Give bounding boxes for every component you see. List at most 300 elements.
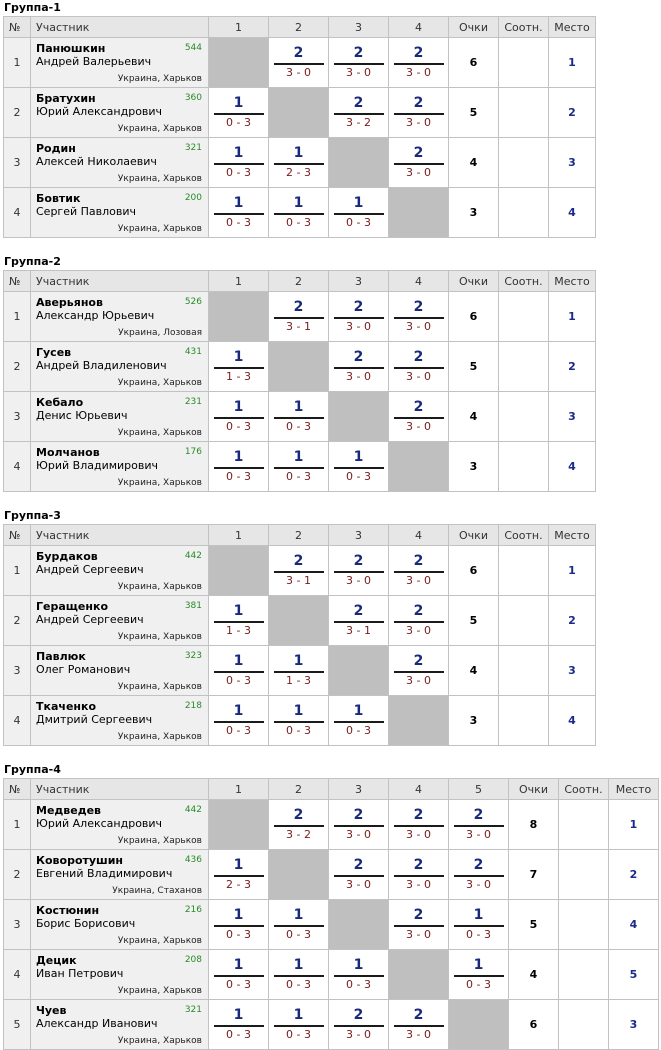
player-first-name: Андрей Валерьевич xyxy=(36,55,152,68)
result-cell xyxy=(209,646,269,696)
match-points: 1 xyxy=(233,856,244,873)
place-cell: 4 xyxy=(549,696,596,746)
place-cell: 3 xyxy=(549,392,596,442)
player-city: Украина, Лозовая xyxy=(118,328,202,338)
match-score: 0 - 3 xyxy=(286,927,311,941)
player-last-name[interactable]: Децик xyxy=(36,954,77,967)
result-cell xyxy=(269,546,329,596)
ratio-cell xyxy=(499,646,549,696)
place-cell: 1 xyxy=(549,38,596,88)
match-score: 3 - 2 xyxy=(346,115,371,129)
result-cell xyxy=(269,1000,329,1050)
result-cell xyxy=(209,88,269,138)
player-rating: 442 xyxy=(184,805,202,815)
match-score: 3 - 0 xyxy=(406,927,431,941)
player-first-name: Сергей Павлович xyxy=(36,205,137,218)
player-last-name[interactable]: Бурдаков xyxy=(36,550,98,563)
header-opponent: 4 xyxy=(389,525,449,546)
match-points: 2 xyxy=(413,806,424,823)
result-cell xyxy=(269,900,329,950)
header-opponent: 1 xyxy=(209,525,269,546)
result-cell xyxy=(269,442,329,492)
result-cell xyxy=(209,138,269,188)
match-score: 3 - 1 xyxy=(346,623,371,637)
result-cell xyxy=(329,1000,389,1050)
player-first-name: Андрей Владиленович xyxy=(36,359,167,372)
match-score: 0 - 3 xyxy=(346,723,371,737)
result-cell xyxy=(329,596,389,646)
header-opponent: 1 xyxy=(209,271,269,292)
self-cell xyxy=(209,546,269,596)
player-rating: 200 xyxy=(184,193,202,203)
row-number: 1 xyxy=(4,546,31,596)
place-cell: 2 xyxy=(549,596,596,646)
place-cell: 3 xyxy=(549,138,596,188)
match-score: 0 - 3 xyxy=(466,977,491,991)
place-cell: 4 xyxy=(549,188,596,238)
table-row xyxy=(4,392,596,442)
match-score: 0 - 3 xyxy=(286,419,311,433)
table-row xyxy=(4,850,659,900)
player-last-name[interactable]: Медведев xyxy=(36,804,102,817)
match-points: 2 xyxy=(293,806,304,823)
total-points: 6 xyxy=(449,292,499,342)
header-opponent: 3 xyxy=(329,779,389,800)
ratio-cell xyxy=(499,442,549,492)
player-last-name[interactable]: Павлюк xyxy=(36,650,86,663)
table-row xyxy=(4,950,659,1000)
result-cell xyxy=(329,442,389,492)
ratio-cell xyxy=(559,850,609,900)
match-score: 3 - 0 xyxy=(406,827,431,841)
table-row xyxy=(4,900,659,950)
header-ratio: Соотн. xyxy=(499,17,549,38)
participant-cell xyxy=(31,646,209,696)
result-cell xyxy=(209,950,269,1000)
player-last-name[interactable]: Кебало xyxy=(36,396,84,409)
match-score: 0 - 3 xyxy=(226,115,251,129)
result-cell xyxy=(269,696,329,746)
player-rating: 216 xyxy=(184,905,202,915)
player-last-name[interactable]: Костюнин xyxy=(36,904,100,917)
header-place: Место xyxy=(549,271,596,292)
match-points: 1 xyxy=(293,1006,304,1023)
player-first-name: Иван Петрович xyxy=(36,967,124,980)
player-first-name: Александр Юрьевич xyxy=(36,309,155,322)
match-points: 1 xyxy=(233,194,244,211)
player-city: Украина, Харьков xyxy=(117,682,202,692)
player-city: Украина, Харьков xyxy=(117,1036,202,1046)
table-row xyxy=(4,646,596,696)
result-cell xyxy=(269,188,329,238)
row-number: 2 xyxy=(4,596,31,646)
match-points: 1 xyxy=(233,448,244,465)
header-opponent: 2 xyxy=(269,271,329,292)
match-points: 1 xyxy=(233,398,244,415)
match-score: 3 - 0 xyxy=(346,573,371,587)
player-first-name: Юрий Александрович xyxy=(36,817,163,830)
row-number: 4 xyxy=(4,950,31,1000)
match-score: 3 - 2 xyxy=(286,827,311,841)
match-score: 3 - 0 xyxy=(346,877,371,891)
player-city: Украина, Харьков xyxy=(117,732,202,742)
result-cell xyxy=(209,1000,269,1050)
match-score: 3 - 0 xyxy=(286,65,311,79)
row-number: 4 xyxy=(4,442,31,492)
group-table xyxy=(3,524,596,746)
table-row xyxy=(4,342,596,392)
match-score: 2 - 3 xyxy=(226,877,251,891)
player-last-name[interactable]: Коворотушин xyxy=(36,854,124,867)
header-opponent: 5 xyxy=(449,779,509,800)
total-points: 6 xyxy=(449,546,499,596)
header-opponent: 2 xyxy=(269,779,329,800)
match-score: 3 - 0 xyxy=(346,827,371,841)
total-points: 5 xyxy=(509,900,559,950)
total-points: 6 xyxy=(509,1000,559,1050)
result-cell xyxy=(329,950,389,1000)
table-row xyxy=(4,800,659,850)
ratio-cell xyxy=(499,546,549,596)
ratio-cell xyxy=(559,1000,609,1050)
result-cell xyxy=(389,800,449,850)
match-score: 0 - 3 xyxy=(346,215,371,229)
result-cell xyxy=(209,342,269,392)
match-score: 3 - 0 xyxy=(406,319,431,333)
result-cell xyxy=(389,646,449,696)
player-last-name[interactable]: Чуев xyxy=(36,1004,67,1017)
match-points: 2 xyxy=(413,398,424,415)
player-rating: 321 xyxy=(184,1005,202,1015)
header-num: № xyxy=(4,779,31,800)
match-score: 0 - 3 xyxy=(226,1027,251,1041)
header-points: Очки xyxy=(449,525,499,546)
result-cell xyxy=(269,38,329,88)
match-points: 2 xyxy=(413,44,424,61)
table-row xyxy=(4,292,596,342)
total-points: 5 xyxy=(449,88,499,138)
match-points: 1 xyxy=(293,906,304,923)
match-score: 3 - 0 xyxy=(406,369,431,383)
match-points: 2 xyxy=(413,856,424,873)
player-last-name[interactable]: Геращенко xyxy=(36,600,109,613)
participant-cell xyxy=(31,292,209,342)
player-first-name: Борис Борисович xyxy=(36,917,136,930)
total-points: 5 xyxy=(449,596,499,646)
match-points: 2 xyxy=(413,652,424,669)
place-cell: 1 xyxy=(549,546,596,596)
result-cell xyxy=(389,292,449,342)
match-score: 0 - 3 xyxy=(226,165,251,179)
header-opponent: 3 xyxy=(329,17,389,38)
header-ratio: Соотн. xyxy=(499,271,549,292)
match-points: 1 xyxy=(233,94,244,111)
match-points: 2 xyxy=(413,94,424,111)
place-cell: 1 xyxy=(549,292,596,342)
match-points: 1 xyxy=(233,144,244,161)
row-number: 1 xyxy=(4,292,31,342)
match-score: 0 - 3 xyxy=(226,927,251,941)
player-city: Украина, Харьков xyxy=(117,74,202,84)
match-score: 0 - 3 xyxy=(286,215,311,229)
player-first-name: Юрий Александрович xyxy=(36,105,163,118)
match-score: 0 - 3 xyxy=(226,673,251,687)
match-points: 1 xyxy=(293,398,304,415)
player-city: Украина, Харьков xyxy=(117,936,202,946)
row-number: 4 xyxy=(4,188,31,238)
header-participant: Участник xyxy=(31,17,209,38)
match-points: 2 xyxy=(413,552,424,569)
match-points: 2 xyxy=(353,44,364,61)
player-first-name: Дмитрий Сергеевич xyxy=(36,713,153,726)
match-score: 0 - 3 xyxy=(226,977,251,991)
player-rating: 231 xyxy=(184,397,202,407)
match-points: 2 xyxy=(353,94,364,111)
match-points: 2 xyxy=(293,44,304,61)
self-cell xyxy=(389,950,449,1000)
table-row xyxy=(4,596,596,646)
group-spacer xyxy=(0,746,661,762)
player-last-name[interactable]: Аверьянов xyxy=(36,296,103,309)
match-points: 2 xyxy=(413,602,424,619)
header-row xyxy=(4,525,596,546)
match-score: 0 - 3 xyxy=(286,977,311,991)
player-last-name[interactable]: Родин xyxy=(36,142,76,155)
match-score: 0 - 3 xyxy=(286,469,311,483)
ratio-cell xyxy=(499,188,549,238)
player-last-name[interactable]: Молчанов xyxy=(36,446,100,459)
match-score: 0 - 3 xyxy=(226,419,251,433)
match-score: 3 - 0 xyxy=(346,1027,371,1041)
match-points: 2 xyxy=(473,806,484,823)
result-cell xyxy=(209,850,269,900)
place-cell: 4 xyxy=(549,442,596,492)
player-first-name: Юрий Владимирович xyxy=(36,459,159,472)
player-city: Украина, Харьков xyxy=(117,632,202,642)
place-cell: 2 xyxy=(549,88,596,138)
table-row xyxy=(4,696,596,746)
match-score: 0 - 3 xyxy=(346,977,371,991)
match-score: 1 - 3 xyxy=(226,623,251,637)
match-score: 3 - 0 xyxy=(346,65,371,79)
table-row xyxy=(4,188,596,238)
match-points: 1 xyxy=(353,956,364,973)
match-points: 1 xyxy=(293,194,304,211)
row-number: 3 xyxy=(4,646,31,696)
result-cell xyxy=(209,900,269,950)
total-points: 6 xyxy=(449,38,499,88)
group-spacer xyxy=(0,238,661,254)
result-cell xyxy=(389,1000,449,1050)
match-points: 2 xyxy=(413,348,424,365)
place-cell: 2 xyxy=(549,342,596,392)
result-cell xyxy=(389,138,449,188)
player-city: Украина, Харьков xyxy=(117,836,202,846)
header-participant: Участник xyxy=(31,779,209,800)
match-score: 2 - 3 xyxy=(286,165,311,179)
row-number: 5 xyxy=(4,1000,31,1050)
match-points: 1 xyxy=(233,956,244,973)
result-cell xyxy=(389,38,449,88)
participant-cell xyxy=(31,696,209,746)
match-score: 3 - 0 xyxy=(406,65,431,79)
match-score: 1 - 3 xyxy=(226,369,251,383)
place-cell: 2 xyxy=(609,850,659,900)
header-num: № xyxy=(4,271,31,292)
player-first-name: Евгений Владимирович xyxy=(36,867,173,880)
self-cell xyxy=(209,800,269,850)
header-row xyxy=(4,271,596,292)
total-points: 7 xyxy=(509,850,559,900)
player-rating: 208 xyxy=(184,955,202,965)
header-points: Очки xyxy=(509,779,559,800)
player-city: Украина, Харьков xyxy=(117,986,202,996)
match-score: 0 - 3 xyxy=(226,723,251,737)
player-last-name[interactable]: Братухин xyxy=(36,92,96,105)
header-opponent: 2 xyxy=(269,17,329,38)
match-points: 1 xyxy=(233,652,244,669)
result-cell xyxy=(329,546,389,596)
player-city: Украина, Харьков xyxy=(117,582,202,592)
group-spacer xyxy=(0,492,661,508)
player-city: Украина, Харьков xyxy=(117,224,202,234)
result-cell xyxy=(329,188,389,238)
header-num: № xyxy=(4,17,31,38)
match-score: 3 - 0 xyxy=(406,877,431,891)
group-title: Группа-3 xyxy=(4,509,61,522)
result-cell xyxy=(269,950,329,1000)
ratio-cell xyxy=(499,138,549,188)
player-city: Украина, Стаханов xyxy=(112,886,202,896)
header-place: Место xyxy=(609,779,659,800)
player-last-name[interactable]: Панюшкин xyxy=(36,42,106,55)
ratio-cell xyxy=(559,800,609,850)
participant-cell xyxy=(31,546,209,596)
header-opponent: 4 xyxy=(389,271,449,292)
total-points: 4 xyxy=(449,392,499,442)
match-score: 3 - 0 xyxy=(406,673,431,687)
self-cell xyxy=(269,850,329,900)
match-score: 1 - 3 xyxy=(286,673,311,687)
header-place: Место xyxy=(549,525,596,546)
row-number: 1 xyxy=(4,800,31,850)
player-last-name[interactable]: Гусев xyxy=(36,346,72,359)
player-last-name[interactable]: Ткаченко xyxy=(36,700,97,713)
player-city: Украина, Харьков xyxy=(117,124,202,134)
result-cell xyxy=(329,88,389,138)
match-score: 3 - 0 xyxy=(406,115,431,129)
total-points: 3 xyxy=(449,188,499,238)
match-score: 3 - 0 xyxy=(346,319,371,333)
self-cell xyxy=(329,900,389,950)
match-score: 0 - 3 xyxy=(286,723,311,737)
ratio-cell xyxy=(499,596,549,646)
match-points: 1 xyxy=(233,906,244,923)
match-points: 2 xyxy=(413,298,424,315)
group-title: Группа-4 xyxy=(4,763,61,776)
match-points: 1 xyxy=(353,194,364,211)
player-rating: 381 xyxy=(184,601,202,611)
self-cell xyxy=(329,392,389,442)
total-points: 4 xyxy=(449,646,499,696)
result-cell xyxy=(449,850,509,900)
player-city: Украина, Харьков xyxy=(117,378,202,388)
match-score: 0 - 3 xyxy=(226,215,251,229)
self-cell xyxy=(269,342,329,392)
result-cell xyxy=(269,392,329,442)
result-cell xyxy=(329,800,389,850)
group-title: Группа-1 xyxy=(4,1,61,14)
table-row xyxy=(4,138,596,188)
table-row xyxy=(4,38,596,88)
match-score: 0 - 3 xyxy=(466,927,491,941)
self-cell xyxy=(389,188,449,238)
group-table xyxy=(3,270,596,492)
header-opponent: 1 xyxy=(209,779,269,800)
header-ratio: Соотн. xyxy=(499,525,549,546)
header-place: Место xyxy=(549,17,596,38)
match-points: 2 xyxy=(353,348,364,365)
result-cell xyxy=(329,850,389,900)
match-score: 3 - 0 xyxy=(346,369,371,383)
place-cell: 4 xyxy=(609,900,659,950)
table-row xyxy=(4,546,596,596)
table-row xyxy=(4,88,596,138)
result-cell xyxy=(389,596,449,646)
result-cell xyxy=(209,392,269,442)
participant-cell xyxy=(31,900,209,950)
match-points: 1 xyxy=(293,448,304,465)
header-opponent: 4 xyxy=(389,779,449,800)
result-cell xyxy=(449,950,509,1000)
place-cell: 5 xyxy=(609,950,659,1000)
player-last-name[interactable]: Бовтик xyxy=(36,192,81,205)
row-number: 3 xyxy=(4,900,31,950)
total-points: 5 xyxy=(449,342,499,392)
total-points: 4 xyxy=(449,138,499,188)
result-cell xyxy=(209,188,269,238)
player-rating: 431 xyxy=(184,347,202,357)
participant-cell xyxy=(31,138,209,188)
result-cell xyxy=(209,442,269,492)
player-rating: 436 xyxy=(184,855,202,865)
place-cell: 1 xyxy=(609,800,659,850)
match-points: 1 xyxy=(293,702,304,719)
header-num: № xyxy=(4,525,31,546)
row-number: 1 xyxy=(4,38,31,88)
ratio-cell xyxy=(559,900,609,950)
row-number: 2 xyxy=(4,342,31,392)
header-points: Очки xyxy=(449,271,499,292)
match-points: 1 xyxy=(473,906,484,923)
match-score: 3 - 1 xyxy=(286,319,311,333)
match-score: 3 - 0 xyxy=(466,877,491,891)
match-score: 3 - 0 xyxy=(466,827,491,841)
player-first-name: Алексей Николаевич xyxy=(36,155,157,168)
player-rating: 526 xyxy=(184,297,202,307)
participant-cell xyxy=(31,392,209,442)
participant-cell xyxy=(31,188,209,238)
result-cell xyxy=(209,696,269,746)
match-points: 2 xyxy=(353,806,364,823)
result-cell xyxy=(209,596,269,646)
result-cell xyxy=(329,342,389,392)
player-first-name: Олег Романович xyxy=(36,663,131,676)
match-score: 3 - 0 xyxy=(406,623,431,637)
self-cell xyxy=(209,292,269,342)
player-city: Украина, Харьков xyxy=(117,478,202,488)
participant-cell xyxy=(31,800,209,850)
